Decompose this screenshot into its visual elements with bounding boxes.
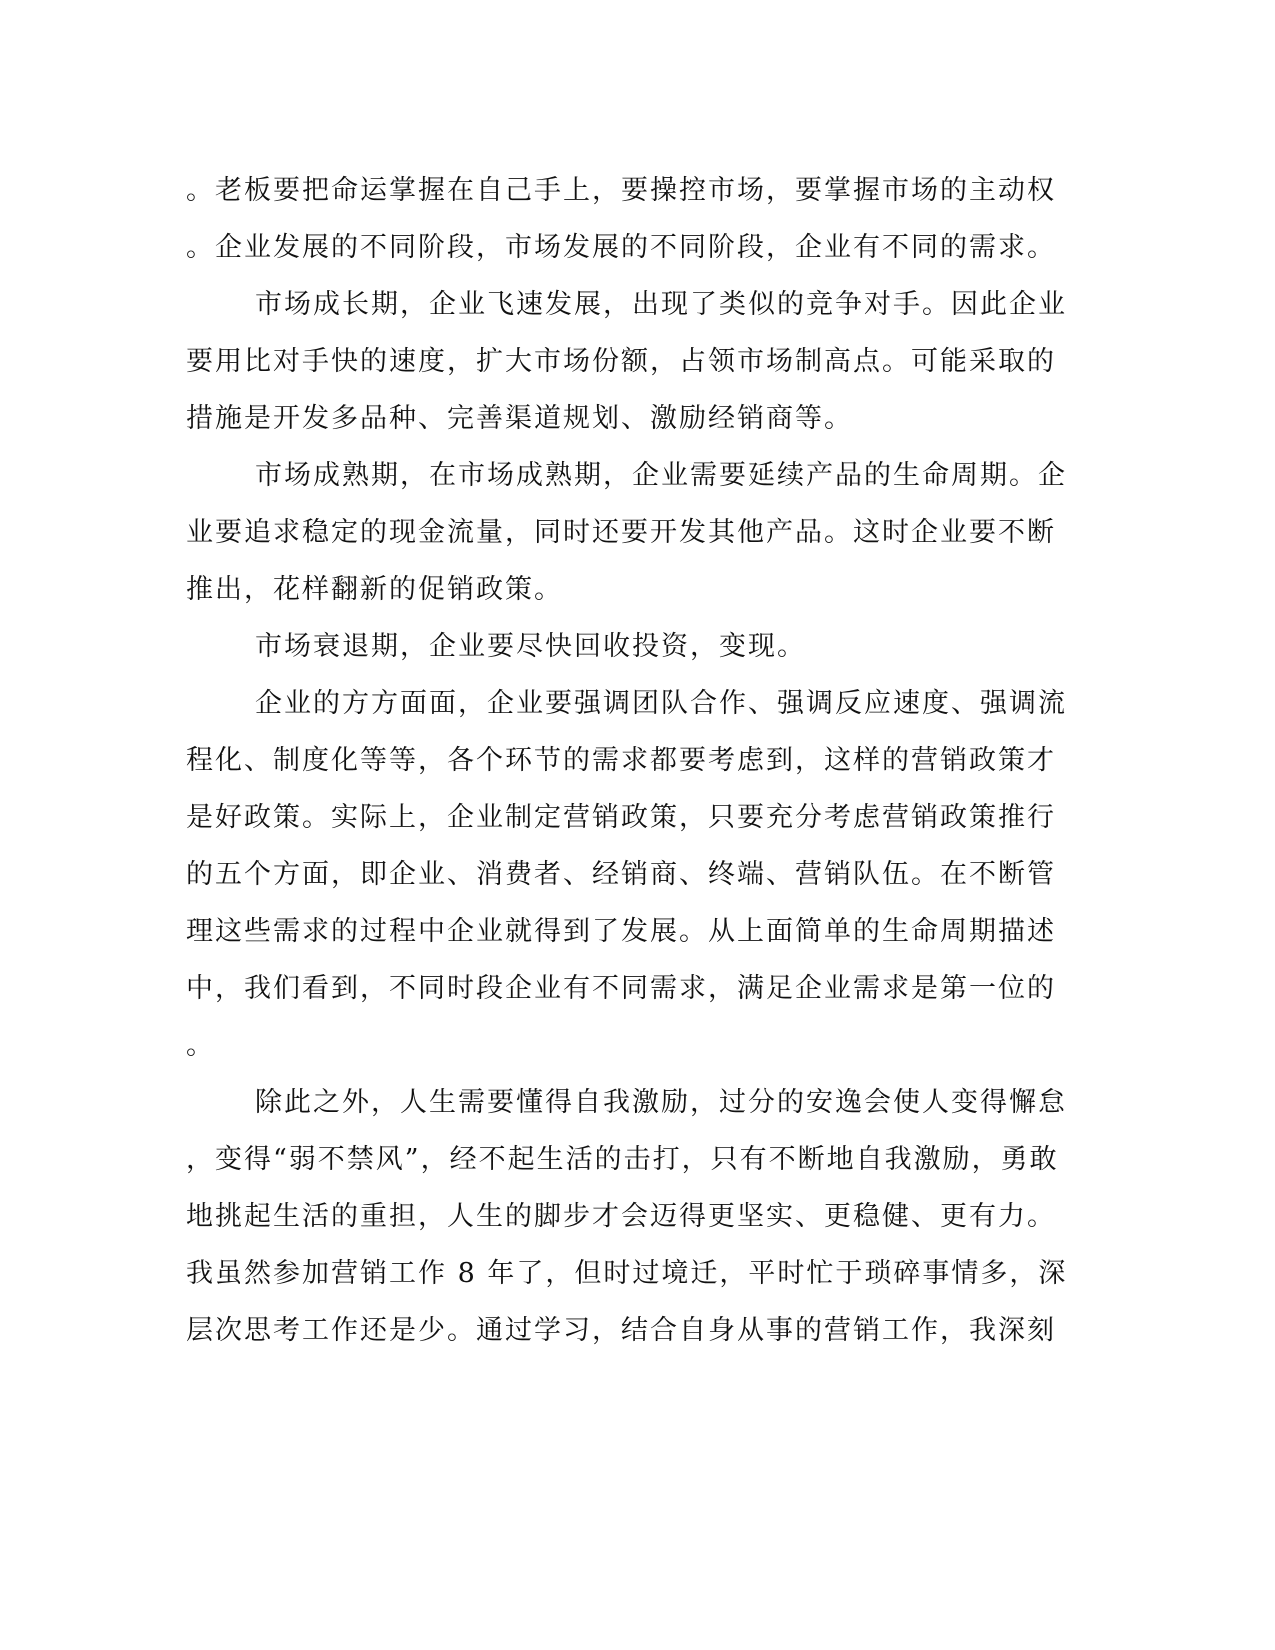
text-line: 。 — [186, 1030, 215, 1061]
text-line: 措施是开发多品种、完善渠道规划、激励经销商等。 — [186, 403, 853, 434]
text-line: 企业的方方面面，企业要强调团队合作、强调反应速度、强调流 — [255, 688, 1067, 719]
text-line: 推出，花样翻新的促销政策。 — [186, 574, 563, 605]
text-line: 中，我们看到，不同时段企业有不同需求，满足企业需求是第一位的 — [186, 973, 1056, 1004]
text-line: 我虽然参加营销工作 8 年了，但时过境迁，平时忙于琐碎事情多，深 — [186, 1258, 1068, 1289]
text-line: 市场衰退期，企业要尽快回收投资，变现。 — [255, 631, 806, 662]
text-line: 业要追求稳定的现金流量，同时还要开发其他产品。这时企业要不断 — [186, 517, 1056, 548]
text-line: 程化、制度化等等，各个环节的需求都要考虑到，这样的营销政策才 — [186, 745, 1056, 776]
text-line: 层次思考工作还是少。通过学习，结合自身从事的营销工作，我深刻 — [186, 1315, 1056, 1346]
text-line: ，变得“弱不禁风”，经不起生活的击打，只有不断地自我激励，勇敢 — [186, 1144, 1059, 1175]
text-line: 理这些需求的过程中企业就得到了发展。从上面简单的生命周期描述 — [186, 916, 1056, 947]
text-line: 市场成熟期，在市场成熟期，企业需要延续产品的生命周期。企 — [255, 460, 1067, 491]
text-line: 是好政策。实际上，企业制定营销政策，只要充分考虑营销政策推行 — [186, 802, 1056, 833]
text-line: 市场成长期，企业飞速发展，出现了类似的竞争对手。因此企业 — [255, 289, 1067, 320]
text-line: 。老板要把命运掌握在自己手上，要操控市场，要掌握市场的主动权 — [186, 175, 1056, 206]
text-line: 除此之外，人生需要懂得自我激励，过分的安逸会使人变得懈怠 — [255, 1087, 1067, 1118]
text-line: 地挑起生活的重担，人生的脚步才会迈得更坚实、更稳健、更有力。 — [186, 1201, 1056, 1232]
document-body — [186, 162, 1086, 1359]
text-line: 的五个方面，即企业、消费者、经销商、终端、营销队伍。在不断管 — [186, 859, 1056, 890]
text-line: 。企业发展的不同阶段，市场发展的不同阶段，企业有不同的需求。 — [186, 232, 1056, 263]
text-line: 要用比对手快的速度，扩大市场份额，占领市场制高点。可能采取的 — [186, 346, 1056, 377]
